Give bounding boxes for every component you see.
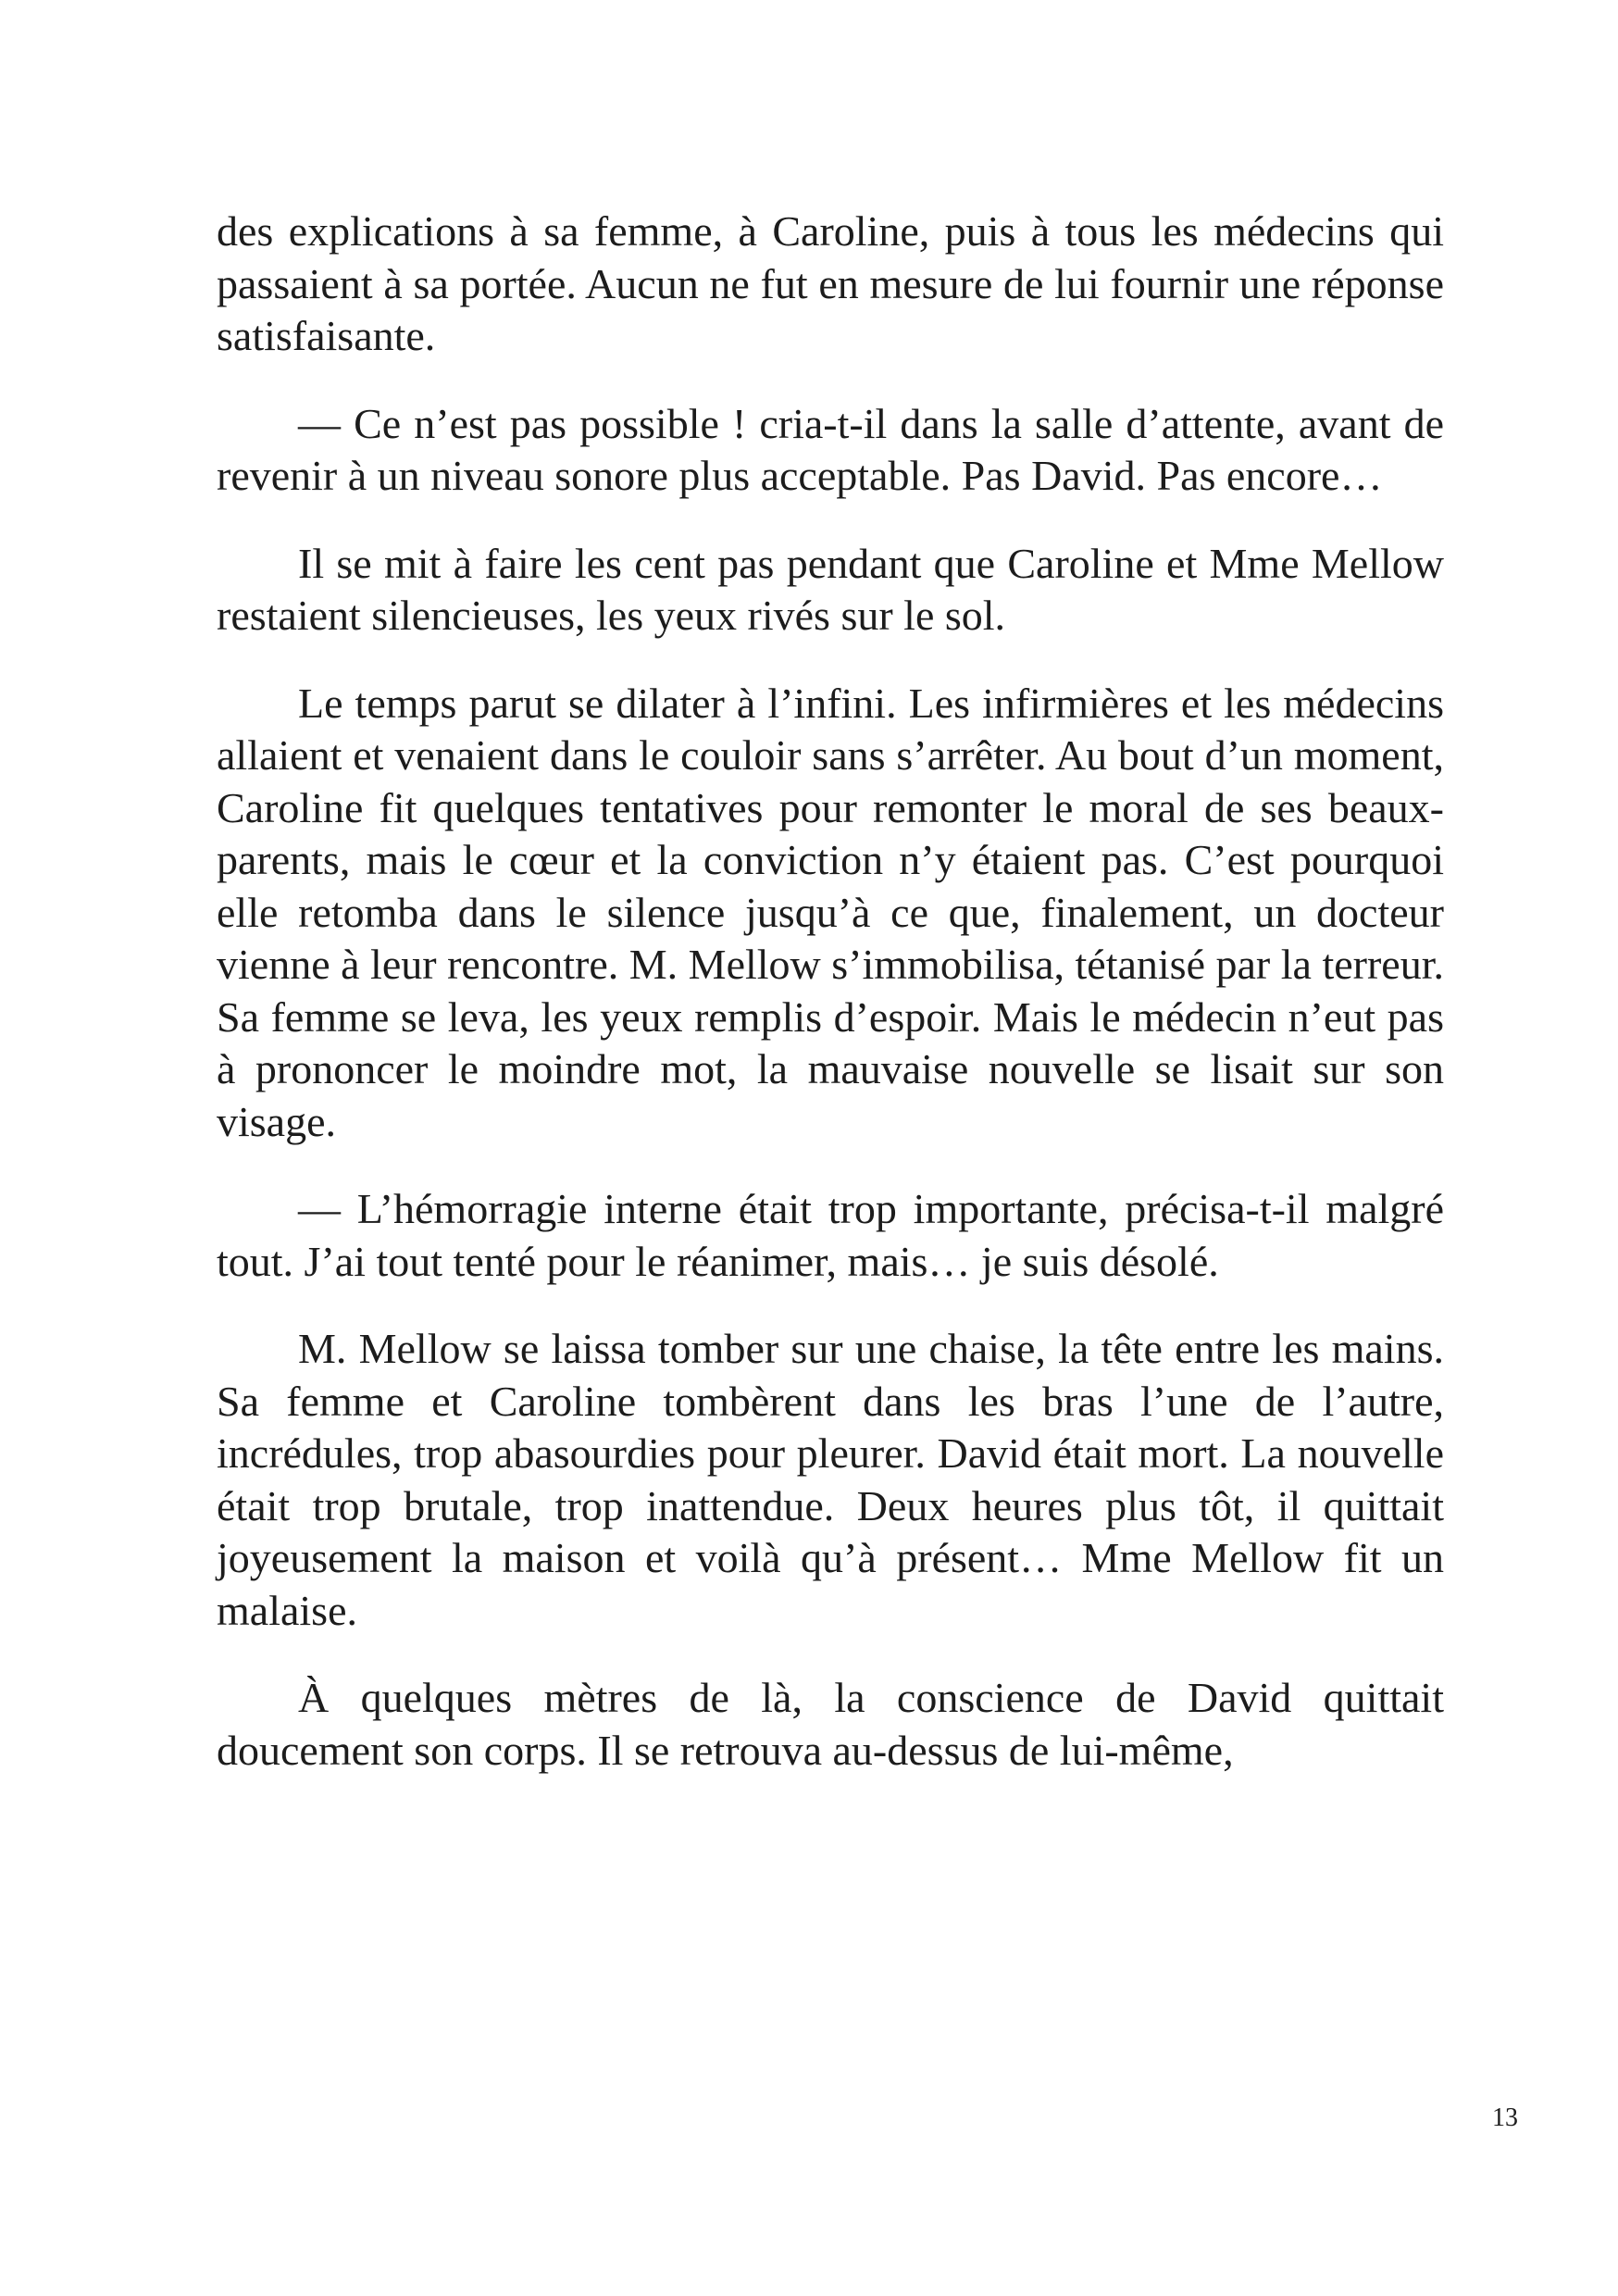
paragraph-3: Il se mit à faire les cent pas pendant que Caroline et Mme Mellow restaient silencieuses, les yeux rivés sur le sol.	[217, 539, 1444, 639]
page-number: 13	[1492, 2103, 1518, 2132]
paragraph-6: M. Mellow se laissa tomber sur une chaise, la tête entre les mains. Sa femme et Caroline tombèrent dans les bras l’une de l’autre, incrédules, trop abasourdies pour pleurer. David était mort. La nouvelle était trop brutale, trop inattendue. Deux heures plus tôt, il quittait joyeusement la maison et voilà qu’à présent… Mme Mellow fit un malaise.	[217, 1325, 1444, 1634]
paragraph-7: À quelques mètres de là, la conscience de David quittait doucement son corps. Il se retrouva au-dessus de lui-même,	[217, 1674, 1444, 1774]
paragraph-5: — L’hémorragie interne était trop importante, précisa-t-il malgré tout. J’ai tout tenté pour le réanimer, mais… je suis désolé.	[217, 1185, 1444, 1285]
paragraph-1: des explications à sa femme, à Caroline, puis à tous les médecins qui passaient à sa portée. Aucun ne fut en mesure de lui fournir une réponse satisfaisante.	[217, 207, 1444, 359]
body-text	[217, 206, 1444, 1777]
paragraph-4: Le temps parut se dilater à l’infini. Les infirmières et les médecins allaient et venaient dans le couloir sans s’arrêter. Au bout d’un moment, Caroline fit quelques tentatives pour remonter le moral de ses beaux-parents, mais le cœur et la conviction n’y étaient pas. C’est pourquoi elle retomba dans le silence jusqu’à ce que, finalement, un docteur vienne à leur rencontre. M. Mellow s’immobilisa, tétanisé par la terreur. Sa femme se leva, les yeux remplis d’espoir. Mais le médecin n’eut pas à prononcer le moindre mot, la mauvaise nouvelle se lisait sur son visage.	[217, 679, 1444, 1145]
paragraph-2: — Ce n’est pas possible ! cria-t-il dans la salle d’attente, avant de revenir à un niveau sonore plus acceptable. Pas David. Pas encore…	[217, 399, 1444, 499]
